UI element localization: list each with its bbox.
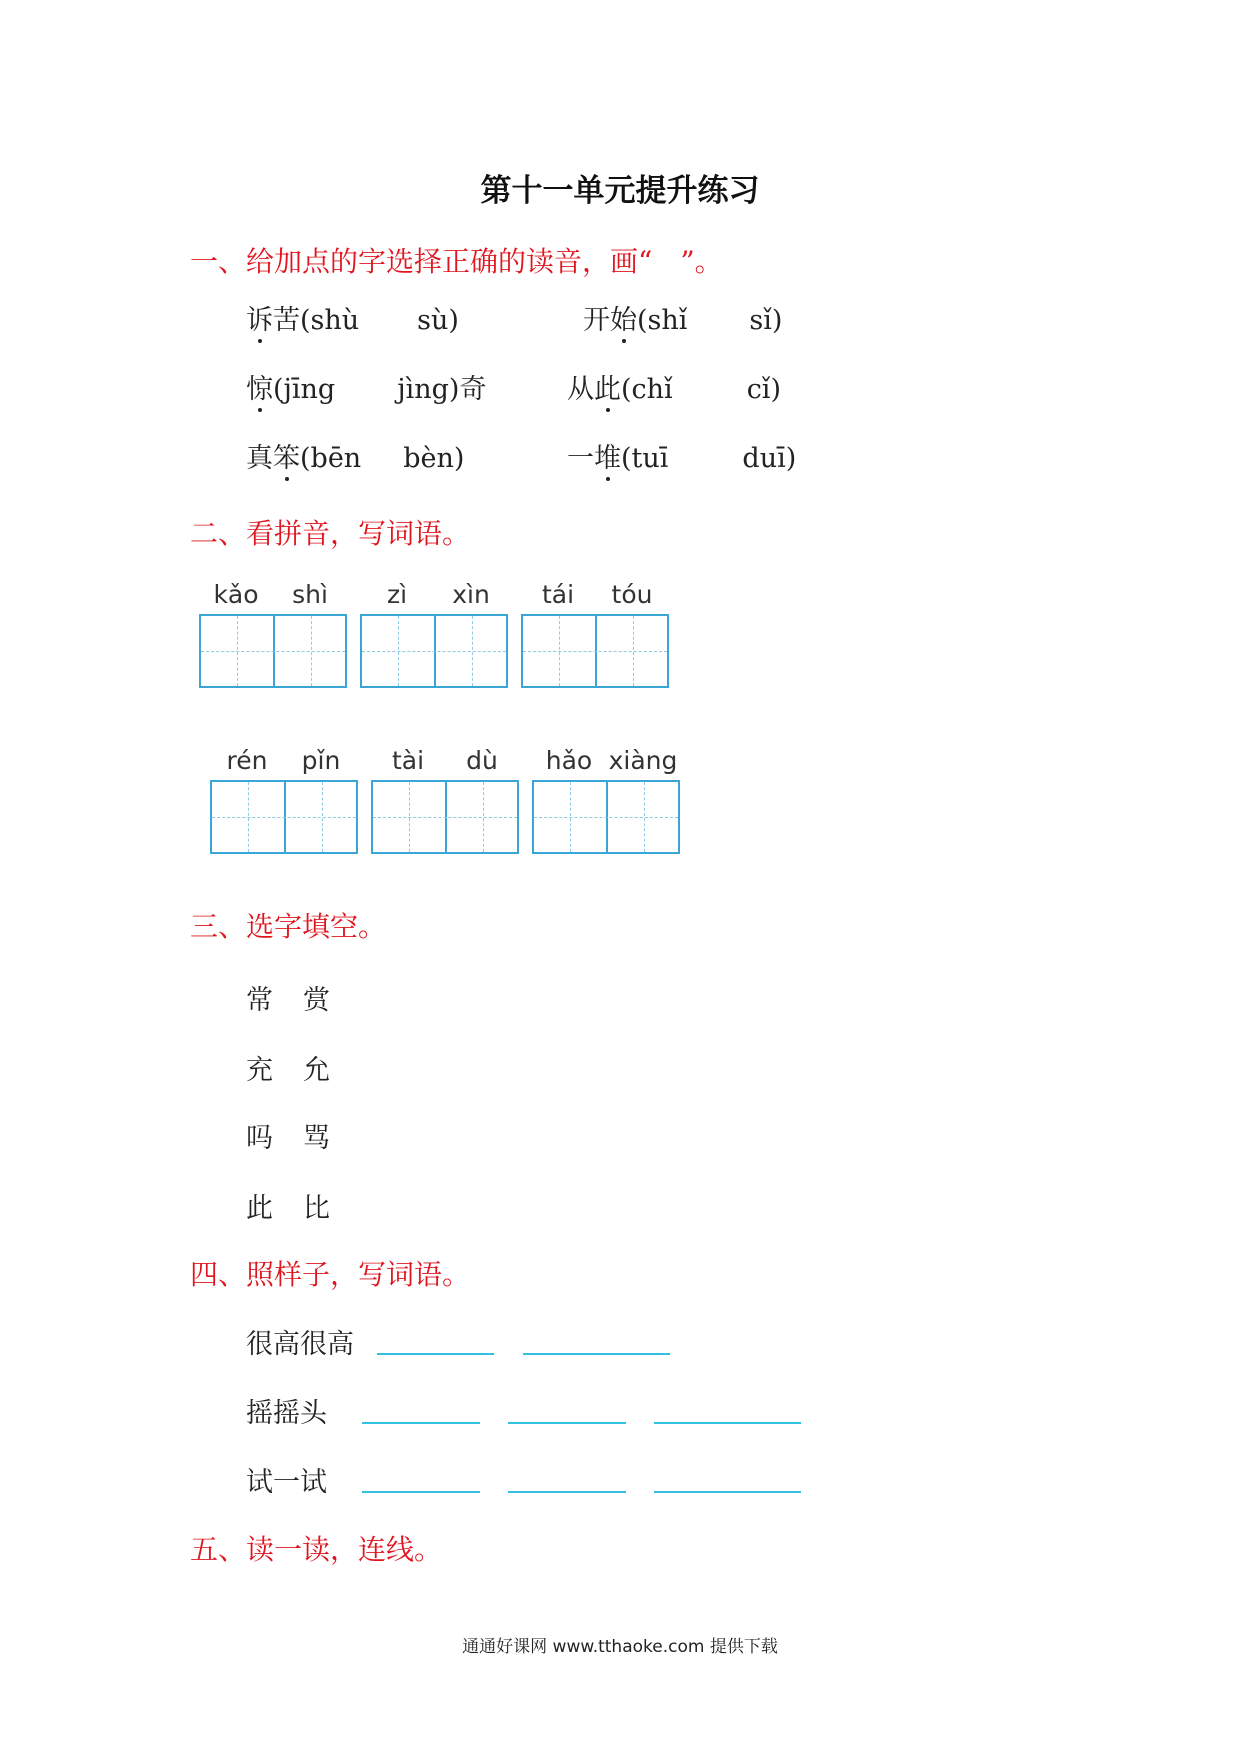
- answer-line[interactable]: [377, 1353, 494, 1355]
- pinyin: shì: [292, 580, 328, 609]
- s1-item-4-dotted-char: 此: [594, 367, 621, 406]
- s3-pair-1: 常 赏: [246, 985, 330, 1016]
- s1-item-1: 诉苦(shù sù): [246, 298, 459, 337]
- s1-item-1-dotted-char: 诉: [246, 298, 273, 337]
- s4-example-3: 试一试: [246, 1467, 327, 1498]
- writing-grid[interactable]: [199, 614, 347, 688]
- s1-item-5: 真笨(bēn bèn): [246, 436, 464, 475]
- answer-line[interactable]: [654, 1422, 801, 1424]
- s1-item-5-dotted-char: 笨: [273, 436, 300, 475]
- section-3-heading: 三、选字填空。: [190, 910, 387, 943]
- writing-grid[interactable]: [360, 614, 508, 688]
- answer-line[interactable]: [508, 1491, 626, 1493]
- s4-example-2: 摇摇头: [246, 1398, 327, 1429]
- section-4-heading: 四、照样子，写词语。: [190, 1258, 471, 1291]
- answer-line[interactable]: [654, 1491, 801, 1493]
- page-title: 第十一单元提升练习: [480, 173, 760, 209]
- pinyin: kǎo: [213, 580, 259, 609]
- pinyin: xìn: [452, 580, 490, 609]
- s1-item-4: 从此(chǐ cǐ): [567, 367, 781, 406]
- pinyin: tái: [541, 580, 575, 609]
- section-5-heading: 五、读一读，连线。: [190, 1533, 443, 1566]
- s1-item-3-dotted-char: 惊: [246, 367, 273, 406]
- pinyin: hǎo: [545, 746, 593, 775]
- s1-item-2: 开始(shǐ sǐ): [583, 298, 782, 337]
- writing-grid[interactable]: [532, 780, 680, 854]
- answer-line[interactable]: [508, 1422, 626, 1424]
- pinyin: tài: [391, 746, 425, 775]
- answer-line[interactable]: [362, 1422, 480, 1424]
- s1-item-3: 惊(jīng jìng)奇: [246, 367, 486, 406]
- pinyin: zì: [386, 580, 408, 609]
- s3-pair-4: 此 比: [246, 1193, 330, 1224]
- s4-example-1: 很高很高: [246, 1329, 354, 1360]
- writing-grid[interactable]: [210, 780, 358, 854]
- writing-grid[interactable]: [371, 780, 519, 854]
- s1-item-6: 一堆(tuī duī): [567, 436, 796, 475]
- writing-grid[interactable]: [521, 614, 669, 688]
- pinyin: pǐn: [301, 746, 341, 775]
- answer-line[interactable]: [362, 1491, 480, 1493]
- s1-item-6-dotted-char: 堆: [594, 436, 621, 475]
- section-2-heading: 二、看拼音，写词语。: [190, 517, 471, 550]
- section-1-heading: 一、给加点的字选择正确的读音，画“ ”。: [190, 245, 723, 278]
- s1-item-2-dotted-char: 始: [610, 298, 637, 337]
- pinyin: dù: [466, 746, 498, 775]
- s3-pair-2: 充 允: [246, 1055, 330, 1086]
- answer-line[interactable]: [523, 1353, 670, 1355]
- pinyin: xiàng: [608, 746, 678, 775]
- pinyin: tóu: [611, 580, 653, 609]
- s3-pair-3: 吗 骂: [246, 1123, 330, 1154]
- pinyin: rén: [226, 746, 268, 775]
- footer-source: 通通好课网 www.tthaoke.com 提供下载: [462, 1637, 778, 1657]
